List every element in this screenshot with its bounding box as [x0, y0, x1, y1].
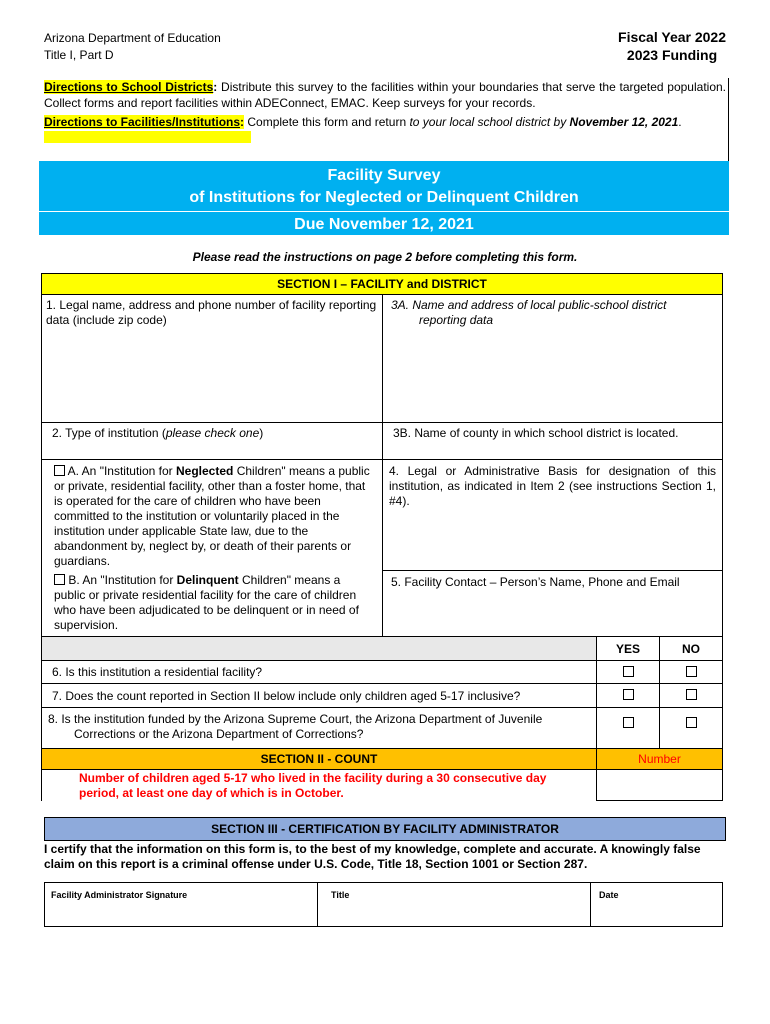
q7-row	[41, 683, 597, 708]
facilities-text-1: Complete this form and return	[247, 115, 407, 129]
q8-label-2: Corrections or the Arizona Department of Corrections?	[74, 727, 364, 741]
q4-label: 4. Legal or Administrative Basis for designation of this institution, as indicated in Item 2 (see instructions Section 1, #4).	[389, 464, 716, 508]
q3b-label: 3B. Name of county in which school district is located.	[393, 426, 679, 440]
q7-label: 7. Does the count reported in Section II below include only children aged 5-17 inclusive?	[52, 689, 521, 703]
right-rule	[728, 78, 729, 162]
q6-yes-checkbox[interactable]	[623, 666, 634, 677]
q6-row	[41, 660, 597, 684]
districts-label: Directions to School Districts	[44, 80, 214, 94]
q8-no-checkbox[interactable]	[686, 717, 697, 728]
q3a-label-2: reporting data	[419, 313, 494, 327]
q6-label: 6. Is this institution a residential facility?	[52, 665, 263, 679]
option-a	[41, 459, 383, 571]
q1-label-zip: (include zip code)	[72, 313, 167, 327]
opt-a-text-1: A. An "Institution for	[67, 464, 173, 478]
q3a-field[interactable]	[382, 294, 723, 423]
q8-label: 8. Is the institution funded by the Arizona Supreme Court, the Arizona Department of Juvenile	[48, 712, 543, 726]
q8-yes-checkbox[interactable]	[623, 717, 634, 728]
q7-yes-checkbox[interactable]	[623, 689, 634, 700]
date-field[interactable]	[590, 882, 723, 927]
directions-districts: Directions to School Districts: Distribute this survey to the facilities within your boundaries that serve the targeted population. Collect forms and report facilities within ADEConnect, EMAC. Keep surveys for your records.	[44, 80, 727, 110]
neglected-checkbox[interactable]	[54, 465, 65, 476]
yes-header: YES	[596, 636, 660, 661]
facilities-label: Directions to Facilities/Institutions	[44, 115, 241, 129]
q7-no-checkbox[interactable]	[686, 689, 697, 700]
title-line2: of Institutions for Neglected or Delinquent Children	[189, 189, 579, 206]
agency-name: Arizona Department of Education	[44, 31, 221, 45]
q6-no-checkbox[interactable]	[686, 666, 697, 677]
due-date: Due November 12, 2021	[39, 211, 729, 236]
q7-yes	[596, 683, 660, 708]
q7-no	[659, 683, 723, 708]
q6-yes	[596, 660, 660, 684]
opt-b-text-1: B. An "Institution for	[68, 573, 174, 587]
section2-desc-cell	[41, 769, 597, 801]
q8-row	[41, 707, 597, 749]
yes-no-blank	[41, 636, 597, 661]
opt-b-bold: Delinquent	[176, 573, 239, 587]
opt-a-bold: Neglected	[176, 464, 234, 478]
directions-facilities: Directions to Facilities/Institutions: Complete this form and return to your local school district by November 12, 2021.	[44, 115, 682, 129]
q6-no	[659, 660, 723, 684]
fiscal-year: Fiscal Year 2022	[618, 29, 726, 45]
signature-label: Facility Administrator Signature	[51, 890, 188, 900]
facilities-end: .	[678, 115, 682, 129]
signature-field[interactable]	[44, 882, 318, 927]
section2-title: SECTION II - COUNT	[41, 748, 597, 770]
q2-label: 2. Type of institution (	[52, 426, 166, 440]
section2-desc: Number of children aged 5-17 who lived in the facility during a 30 consecutive day period, at least one day of which is in October.	[79, 771, 547, 800]
certification-text: I certify that the information on this form is, to the best of my knowledge, complete and accurate. A knowingly false claim on this report is a criminal offense under U.S. Code, Title 18, Section 1001 or Section 287.	[44, 842, 701, 871]
section3-title: SECTION III - CERTIFICATION BY FACILITY ADMINISTRATOR	[44, 817, 726, 841]
q1-label: 1. Legal name, address and phone number of facility reporting data	[46, 298, 377, 327]
q2-label-end: )	[259, 426, 264, 440]
number-header: Number	[596, 748, 723, 770]
facilities-deadline: November 12, 2021	[569, 115, 679, 129]
title-line1: Facility Survey	[327, 167, 441, 184]
facilities-text-2: to your local school district by	[409, 115, 567, 129]
date-label: Date	[599, 890, 619, 900]
q5-label: 5. Facility Contact – Person’s Name, Phone and Email	[391, 575, 680, 589]
districts-text: Distribute this survey to the facilities within your boundaries that serve the targeted population. Collect forms and report facilities within ADEConnect, EMAC. Keep surveys for your records.	[44, 80, 727, 110]
q2-label-italic: please check one	[165, 426, 260, 440]
q5-field[interactable]	[382, 570, 723, 637]
q3b-field[interactable]	[382, 422, 723, 460]
count-input[interactable]	[596, 769, 723, 801]
funding-year: 2023 Funding	[626, 47, 718, 63]
no-header: NO	[659, 636, 723, 661]
title-label: Title	[331, 890, 350, 900]
opt-b-text-2: Children" means a public or private residential facility for the care of children who have been adjudicated to be delinquent or in need of supervision.	[54, 573, 359, 632]
q4-field[interactable]	[382, 459, 723, 571]
section1-title: SECTION I – FACILITY and DISTRICT	[41, 273, 723, 295]
header-left	[44, 30, 221, 64]
q1-field[interactable]	[41, 294, 383, 423]
q8-no	[659, 707, 723, 749]
program-name: Title I, Part D	[44, 48, 114, 62]
delinquent-checkbox[interactable]	[54, 574, 65, 585]
q8-yes	[596, 707, 660, 749]
title-box	[39, 161, 729, 235]
instructions-note: Please read the instructions on page 2 before completing this form.	[192, 250, 578, 264]
option-b	[41, 570, 383, 637]
title-field[interactable]	[317, 882, 591, 927]
q3a-label: 3A. Name and address of local public-school district	[391, 298, 667, 312]
q2-header	[41, 422, 383, 460]
highlight-strip	[44, 131, 251, 143]
opt-a-text-2: Children" means a public or private, residential facility, other than a foster home, that is operated for the care of children who have been committed to the institution or voluntarily placed in the institution under applicable State law, due to the abandonment by, neglect by, or death of their parents or guardians.	[54, 464, 370, 568]
header-right	[618, 28, 726, 64]
